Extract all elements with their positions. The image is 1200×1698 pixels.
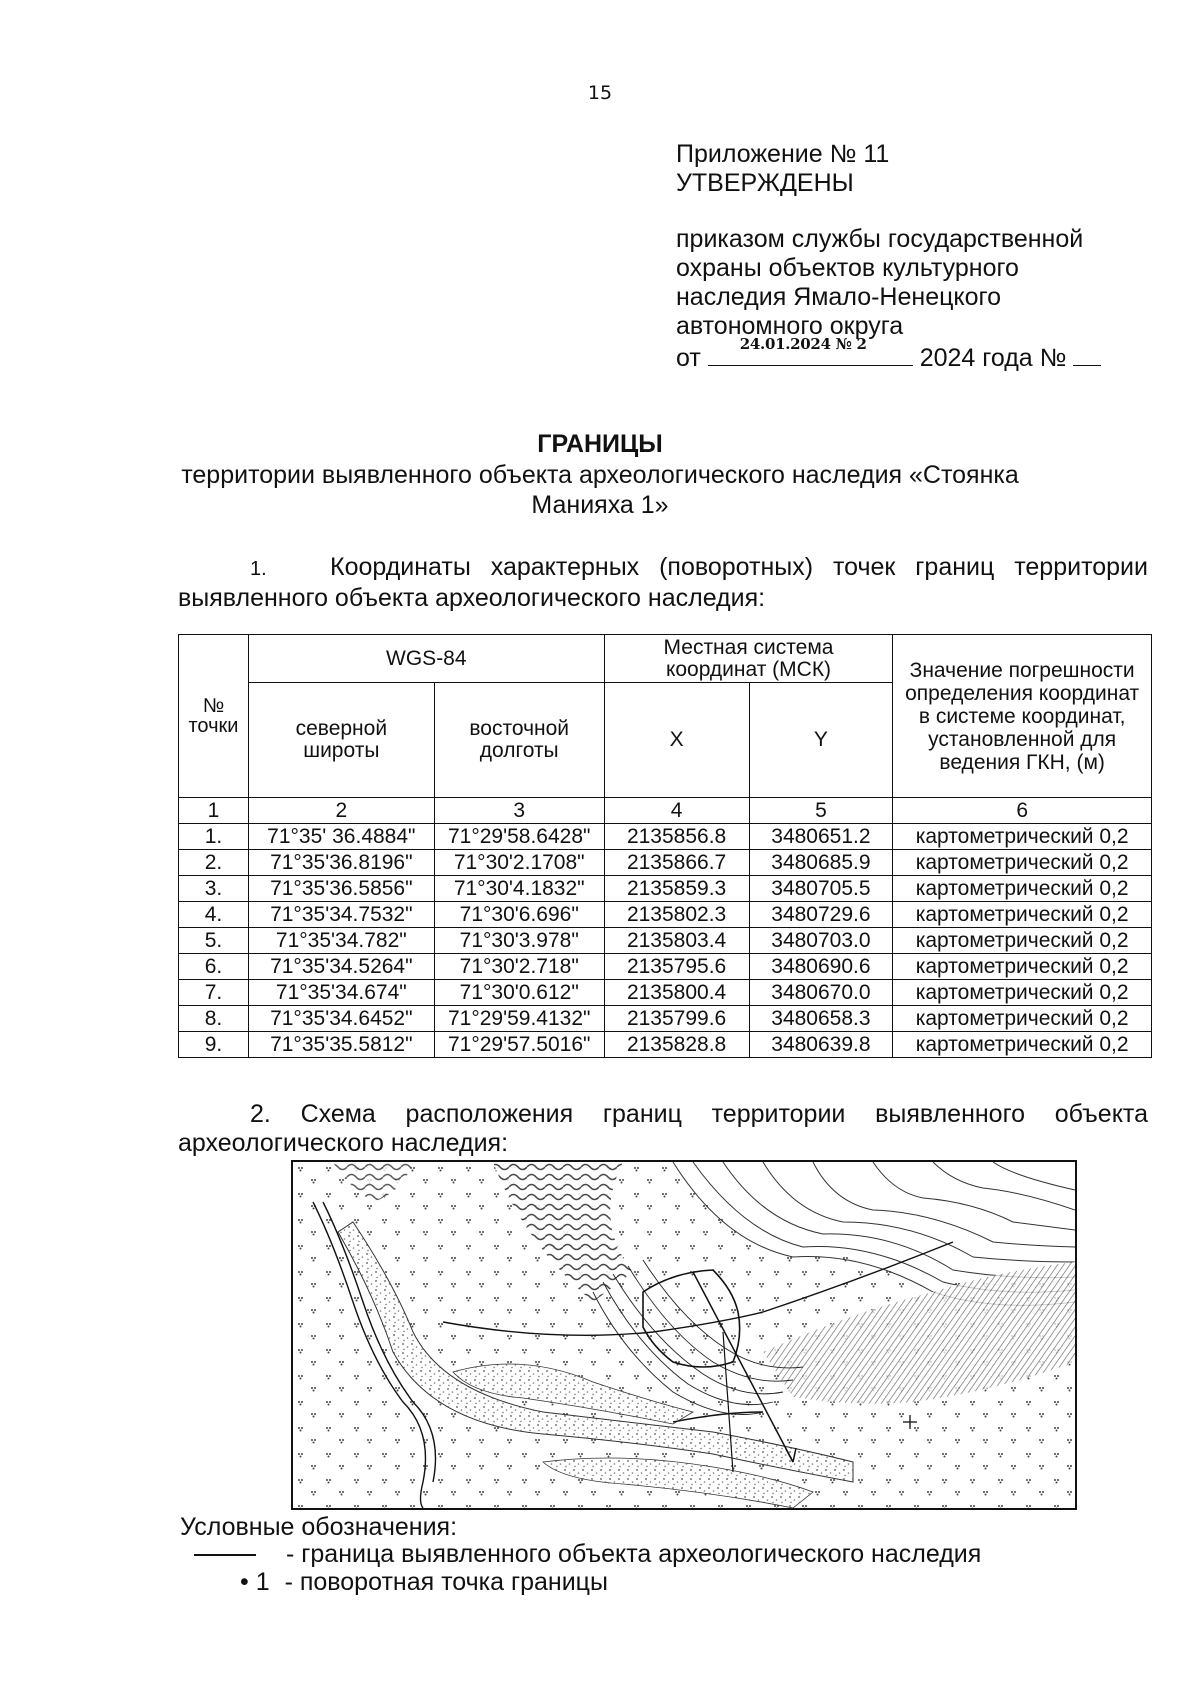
order-line: автономного округа <box>676 312 904 340</box>
column-number: 1 <box>179 798 249 824</box>
table-cell: 2135803.4 <box>604 928 749 954</box>
table-cell: 71°35'34.674" <box>248 980 434 1006</box>
table-cell: 2135802.3 <box>604 902 749 928</box>
table-cell: 71°29'58.6428" <box>434 824 604 850</box>
section-2-line-2: археологического наследия: <box>178 1129 509 1157</box>
table-cell: 71°30'0.612" <box>434 980 604 1006</box>
order-date-line <box>676 335 1101 373</box>
table-cell: 71°30'4.1832" <box>434 876 604 902</box>
table-cell: 7. <box>179 980 249 1006</box>
section-1-number: 1. <box>250 558 267 580</box>
header-point-number: № точки <box>179 635 249 798</box>
column-number: 2 <box>248 798 434 824</box>
table-cell: 3480639.8 <box>749 1032 893 1058</box>
order-line: приказом службы государственной <box>676 225 1084 253</box>
column-number-row <box>179 798 1152 824</box>
order-line: наследия Ямало-Ненецкого <box>676 283 1002 311</box>
header-error: Значение погрешности определения координат в системе координат, установленной для ведения ГКН, (м) <box>893 635 1152 798</box>
table-cell: 1. <box>179 824 249 850</box>
table-row <box>179 876 1152 902</box>
table-cell: 3480690.6 <box>749 954 893 980</box>
appendix-number: Приложение № 11 <box>676 140 890 168</box>
table-cell: 71°35'34.7532" <box>248 902 434 928</box>
table-cell: 5. <box>179 928 249 954</box>
table-cell: 2135795.6 <box>604 954 749 980</box>
table-cell: 2135859.3 <box>604 876 749 902</box>
table-cell: картометрический 0,2 <box>893 954 1152 980</box>
table-cell: 8. <box>179 1006 249 1032</box>
table-cell: 71°35'36.8196" <box>248 850 434 876</box>
approved-label: УТВЕРЖДЕНЫ <box>676 169 854 197</box>
order-line: охраны объектов культурного <box>676 254 1019 282</box>
point-marker-symbol: • 1 <box>240 1568 270 1596</box>
coordinates-rows <box>179 824 1152 1058</box>
table-cell: картометрический 0,2 <box>893 1032 1152 1058</box>
header-longitude: восточной долготы <box>434 683 604 798</box>
header-wgs84: WGS-84 <box>248 635 604 683</box>
boundary-scheme-map <box>291 1160 1077 1510</box>
table-row <box>179 1032 1152 1058</box>
table-cell: 6. <box>179 954 249 980</box>
boundary-line-symbol <box>194 1554 256 1556</box>
legend-title: Условные обозначения: <box>180 1513 458 1541</box>
column-number: 5 <box>749 798 893 824</box>
table-cell: 3480729.6 <box>749 902 893 928</box>
date-prefix: от <box>676 344 701 372</box>
table-row <box>179 902 1152 928</box>
date-suffix: 2024 года № <box>919 344 1067 372</box>
table-cell: 3480703.0 <box>749 928 893 954</box>
header-x: X <box>604 683 749 798</box>
table-cell: 71°29'57.5016" <box>434 1032 604 1058</box>
section-1-line-2: выявленного объекта археологического наследия: <box>178 584 766 612</box>
table-cell: 71°30'3.978" <box>434 928 604 954</box>
column-number: 6 <box>893 798 1152 824</box>
table-cell: картометрический 0,2 <box>893 928 1152 954</box>
table-cell: 71°30'2.1708" <box>434 850 604 876</box>
table-cell: 71°29'59.4132" <box>434 1006 604 1032</box>
table-row <box>179 850 1152 876</box>
table-cell: 2135828.8 <box>604 1032 749 1058</box>
table-row <box>179 954 1152 980</box>
table-cell: 71°35'35.5812" <box>248 1032 434 1058</box>
table-cell: 3480658.3 <box>749 1006 893 1032</box>
legend-boundary-text: - граница выявленного объекта археологического наследия <box>286 1540 982 1568</box>
table-row <box>179 928 1152 954</box>
table-cell: 71°35' 36.4884" <box>248 824 434 850</box>
table-cell: 3480705.5 <box>749 876 893 902</box>
table-cell: 71°35'34.5264" <box>248 954 434 980</box>
date-blank <box>708 335 913 366</box>
table-cell: 3480651.2 <box>749 824 893 850</box>
header-msk: Местная система координат (МСК) <box>604 635 893 683</box>
table-cell: 71°35'34.6452" <box>248 1006 434 1032</box>
legend-boundary-item <box>194 1540 981 1569</box>
table-cell: 9. <box>179 1032 249 1058</box>
document-title: ГРАНИЦЫ <box>537 430 663 458</box>
table-row <box>179 1006 1152 1032</box>
table-cell: 2135800.4 <box>604 980 749 1006</box>
section-1-heading <box>178 553 1148 613</box>
column-number: 4 <box>604 798 749 824</box>
table-cell: картометрический 0,2 <box>893 980 1152 1006</box>
header-latitude: северной широты <box>248 683 434 798</box>
appendix-block <box>676 140 889 198</box>
table-cell: 2. <box>179 850 249 876</box>
table-cell: 2135799.6 <box>604 1006 749 1032</box>
table-cell: картометрический 0,2 <box>893 876 1152 902</box>
table-cell: 3. <box>179 876 249 902</box>
table-cell: 71°35'36.5856" <box>248 876 434 902</box>
section-1-line-1: Координаты характерных (поворотных) точек границ территории <box>330 553 1148 581</box>
topographic-map-image <box>293 1162 1075 1508</box>
legend-point-item <box>240 1568 608 1597</box>
section-2-line-1: 2. Схема расположения границ территории выявленного объекта <box>250 1100 1148 1128</box>
table-row <box>179 980 1152 1006</box>
table-cell: 71°35'34.782" <box>248 928 434 954</box>
table-cell: картометрический 0,2 <box>893 1006 1152 1032</box>
date-stamp: 24.01.2024 № 2 <box>739 335 867 353</box>
order-block <box>676 225 1083 341</box>
table-cell: 3480670.0 <box>749 980 893 1006</box>
column-number: 3 <box>434 798 604 824</box>
table-cell: 2135856.8 <box>604 824 749 850</box>
section-2-heading <box>178 1100 1148 1158</box>
table-cell: картометрический 0,2 <box>893 902 1152 928</box>
page-number: 15 <box>587 82 613 104</box>
table-cell: 2135866.7 <box>604 850 749 876</box>
table-cell: 4. <box>179 902 249 928</box>
document-subtitle: территории выявленного объекта археологического наследия «Стоянка Манияха 1» <box>181 461 1019 519</box>
table-cell: 71°30'2.718" <box>434 954 604 980</box>
table-cell: 3480685.9 <box>749 850 893 876</box>
table-row <box>179 824 1152 850</box>
table-cell: картометрический 0,2 <box>893 824 1152 850</box>
number-blank <box>1073 343 1101 366</box>
coordinates-table <box>178 634 1152 1058</box>
table-cell: 71°30'6.696" <box>434 902 604 928</box>
table-cell: картометрический 0,2 <box>893 850 1152 876</box>
legend-point-text: - поворотная точка границы <box>284 1568 608 1596</box>
header-y: Y <box>749 683 893 798</box>
